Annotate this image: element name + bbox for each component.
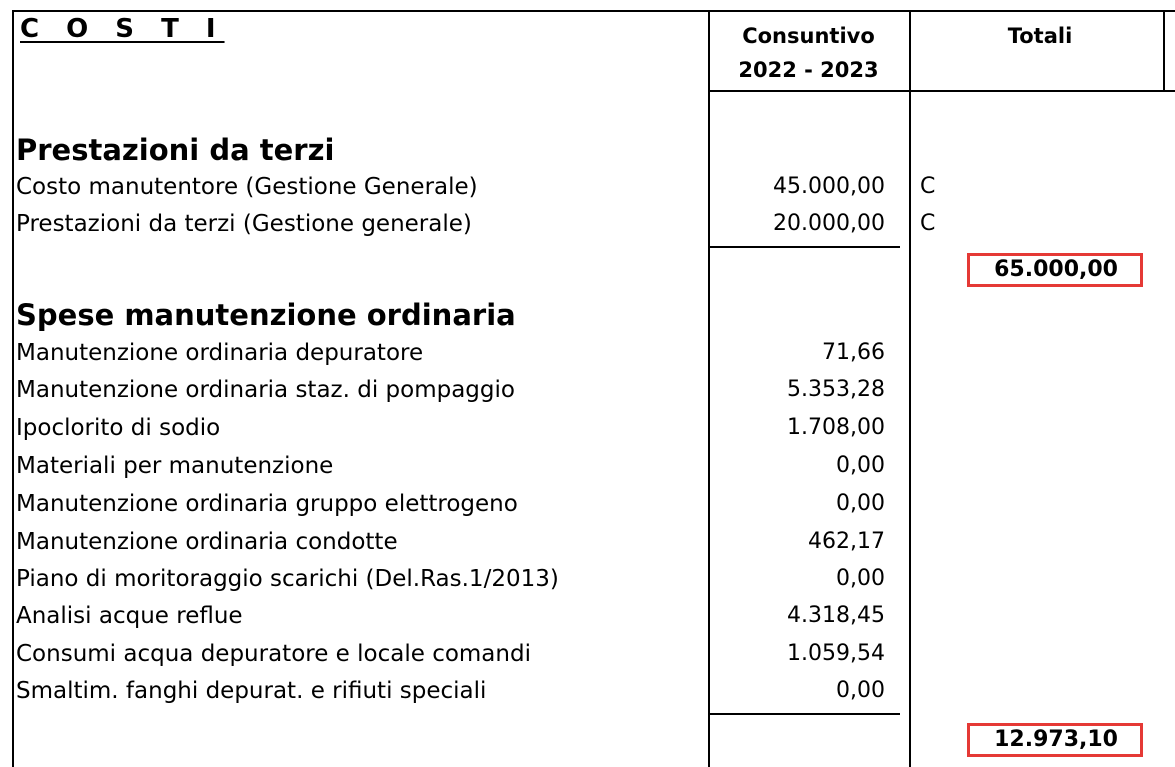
table-row — [0, 564, 1175, 601]
row-label: Manutenzione ordinaria condotte — [16, 529, 398, 555]
row-value: 0,00 — [836, 453, 885, 478]
row-value: 462,17 — [808, 529, 885, 554]
consuntivo-column-header — [710, 19, 907, 87]
row-value: 71,66 — [822, 340, 885, 365]
table-row — [0, 172, 1175, 209]
row-label: Manutenzione ordinaria depuratore — [16, 340, 424, 366]
row-label: Ipoclorito di sodio — [16, 415, 221, 441]
table-row — [0, 527, 1175, 564]
header-bottom-border — [708, 90, 1175, 92]
table-row — [0, 338, 1175, 375]
row-flag: C — [920, 174, 936, 199]
row-label: Manutenzione ordinaria gruppo elettrogeno — [16, 491, 518, 517]
row-label: Consumi acqua depuratore e locale comandi — [16, 641, 531, 667]
row-value: 45.000,00 — [773, 174, 885, 199]
table-row — [0, 489, 1175, 526]
subtotal-rule — [710, 713, 900, 715]
table-row — [0, 639, 1175, 676]
row-value: 5.353,28 — [787, 377, 885, 402]
row-value: 0,00 — [836, 491, 885, 516]
totali-column-header — [940, 19, 1140, 53]
section-total-highlight: 12.973,10 — [967, 723, 1143, 757]
row-label: Manutenzione ordinaria staz. di pompaggio — [16, 377, 515, 403]
row-label: Materiali per manutenzione — [16, 453, 334, 479]
row-label: Smaltim. fanghi depurat. e rifiuti speciali — [16, 678, 487, 704]
row-value: 20.000,00 — [773, 211, 885, 236]
row-label: Analisi acque reflue — [16, 603, 243, 629]
row-value: 1.708,00 — [787, 415, 885, 440]
row-value: 0,00 — [836, 678, 885, 703]
row-label: Prestazioni da terzi (Gestione generale) — [16, 211, 472, 237]
table-row — [0, 601, 1175, 638]
section-total-highlight: 65.000,00 — [967, 253, 1143, 287]
row-label: Costo manutentore (Gestione Generale) — [16, 174, 478, 200]
table-right-border — [1163, 10, 1165, 90]
table-row — [0, 209, 1175, 246]
row-value: 0,00 — [836, 566, 885, 591]
table-top-border — [12, 10, 1175, 12]
row-value: 4.318,45 — [787, 603, 885, 628]
row-label: Piano di moritoraggio scarichi (Del.Ras.1/2013) — [16, 566, 559, 592]
table-row — [0, 375, 1175, 412]
totali-label: Totali — [1007, 24, 1073, 48]
section-title-manutenzione: Spese manutenzione ordinaria — [16, 298, 516, 332]
period-label: 2022 - 2023 — [738, 58, 879, 82]
table-row — [0, 451, 1175, 488]
table-row — [0, 676, 1175, 713]
table-row — [0, 413, 1175, 450]
subtotal-rule — [710, 246, 900, 248]
section-title-prestazioni: Prestazioni da terzi — [16, 133, 335, 167]
row-value: 1.059,54 — [787, 641, 885, 666]
consuntivo-label: Consuntivo — [742, 24, 875, 48]
costi-title: C O S T I — [20, 14, 225, 44]
row-flag: C — [920, 211, 936, 236]
